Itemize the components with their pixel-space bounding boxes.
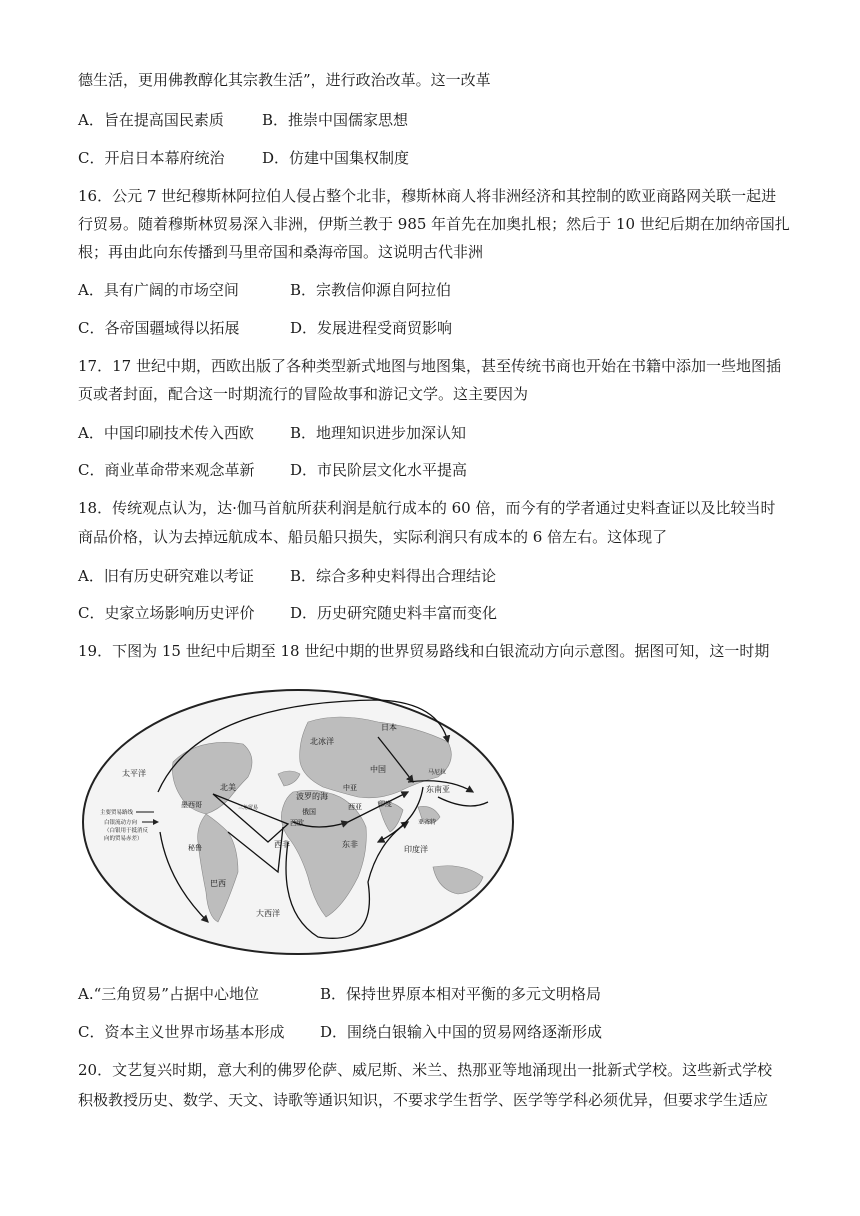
q17-option-c[interactable]: C．商业革命带来观念革新 xyxy=(78,461,255,479)
map-label-central-asia: 中亚 xyxy=(343,784,357,792)
map-label-arctic: 北冰洋 xyxy=(310,737,334,746)
map-label-atlantic: 大西洋 xyxy=(256,909,280,918)
q19-option-b[interactable]: B．保持世界原本相对平衡的多元文明格局 xyxy=(320,985,602,1003)
legend-silver-label: 白银流动方向 xyxy=(104,820,138,826)
q16-stem-line: 行贸易。随着穆斯林贸易深入非洲，伊斯兰教于 985 年首先在加奥扎根；然后于 10 世纪后期在加纳帝国扎 xyxy=(78,215,790,233)
map-label-manila: 马尼拉 xyxy=(428,769,447,776)
map-label-russia: 俄国 xyxy=(302,808,316,816)
q16-stem-line: 根；再由此向东传播到马里帝国和桑海帝国。这说明古代非洲 xyxy=(78,243,484,261)
q18-option-b[interactable]: B．综合多种史料得出合理结论 xyxy=(290,567,497,585)
map-label-north-america: 北美 xyxy=(220,783,236,792)
q19-stem-line: 19．下图为 15 世纪中后期至 18 世纪中期的世界贸易路线和白银流动方向示意图。据图可知，这一时期 xyxy=(78,642,770,660)
map-label-west-africa: 西非 xyxy=(274,840,290,849)
legend-route-label: 主要贸易路线 xyxy=(100,810,134,816)
map-label-triangle-trade: 三角贸易 xyxy=(238,805,259,811)
map-label-east-africa: 东非 xyxy=(342,840,358,849)
q15-option-b[interactable]: B．推崇中国儒家思想 xyxy=(262,111,409,129)
trade-route-map xyxy=(78,682,518,960)
map-label-china: 中国 xyxy=(370,765,386,774)
q20-stem-line: 20．文艺复兴时期，意大利的佛罗伦萨、威尼斯、米兰、热那亚等地涌现出一批新式学校。这些新式学校 xyxy=(78,1061,773,1079)
q19-option-d[interactable]: D．围绕白银输入中国的贸易网络逐渐形成 xyxy=(320,1023,603,1041)
map-label-japan: 日本 xyxy=(381,723,397,732)
map-label-indian-ocean: 印度洋 xyxy=(404,845,428,854)
q18-stem-line: 18．传统观点认为，达·伽马首航所获利润是航行成本的 60 倍，而今有的学者通过史料查证以及比较当时 xyxy=(78,499,776,517)
q20-stem-line: 积极教授历史、数学、天文、诗歌等通识知识，不要求学生哲学、医学等学科必须优异，但要求学生适应 xyxy=(78,1091,769,1109)
q18-option-d[interactable]: D．历史研究随史料丰富而变化 xyxy=(290,604,498,622)
q15-option-c[interactable]: C．开启日本幕府统治 xyxy=(78,149,225,167)
legend-silver-note: 向的贸易赤差） xyxy=(104,836,143,842)
q19-option-c[interactable]: C．资本主义世界市场基本形成 xyxy=(78,1023,285,1041)
map-label-west-asia: 西亚 xyxy=(348,803,362,811)
map-label-india: 印度 xyxy=(378,800,392,808)
q15-option-d[interactable]: D．仿建中国集权制度 xyxy=(262,149,410,167)
q16-option-a[interactable]: A．具有广阔的市场空间 xyxy=(78,281,239,299)
map-label-brazil: 巴西 xyxy=(210,879,226,888)
q17-stem-line: 17．17 世纪中期，西欧出版了各种类型新式地图与地图集，甚至传统书商也开始在书籍中添加一些地图插 xyxy=(78,357,781,375)
legend-silver-note: （白银用于抵消反 xyxy=(104,828,149,834)
q18-option-a[interactable]: A．旧有历史研究难以考证 xyxy=(78,567,254,585)
q16-option-d[interactable]: D．发展进程受商贸影响 xyxy=(290,319,453,337)
q19-option-a[interactable]: A.“三角贸易”占据中心地位 xyxy=(78,985,259,1003)
q15-stem-end: 德生活，更用佛教醇化其宗教生活”，进行政治改革。这一改革 xyxy=(78,71,491,89)
map-label-se-asia: 东南亚 xyxy=(426,785,450,794)
map-label-west-europe: 西欧 xyxy=(290,819,304,827)
q17-option-d[interactable]: D．市民阶层文化水平提高 xyxy=(290,461,468,479)
map-label-mexico: 墨西哥 xyxy=(181,801,202,809)
q16-stem-line: 16．公元 7 世纪穆斯林阿拉伯人侵占整个北非，穆斯林商人将非洲经济和其控制的欧亚商路网关联一起进 xyxy=(78,187,777,205)
map-label-baltic: 波罗的海 xyxy=(296,792,328,801)
q17-option-b[interactable]: B．地理知识进步加深认知 xyxy=(290,424,467,442)
q16-option-b[interactable]: B．宗教信仰源自阿拉伯 xyxy=(290,281,452,299)
q15-option-a[interactable]: A．旨在提高国民素质 xyxy=(78,111,224,129)
map-label-java: 亚齐特 xyxy=(418,819,437,826)
map-label-pacific: 太平洋 xyxy=(122,769,146,778)
map-label-peru: 秘鲁 xyxy=(188,844,202,852)
q18-option-c[interactable]: C．史家立场影响历史评价 xyxy=(78,604,255,622)
q17-stem-line: 页或者封面，配合这一时期流行的冒险故事和游记文学。这主要因为 xyxy=(78,385,529,403)
q17-option-a[interactable]: A．中国印刷技术传入西欧 xyxy=(78,424,254,442)
q16-option-c[interactable]: C．各帝国疆域得以拓展 xyxy=(78,319,240,337)
q18-stem-line: 商品价格，认为去掉远航成本、船员船只损失，实际利润只有成本的 6 倍左右。这体现了 xyxy=(78,528,668,546)
